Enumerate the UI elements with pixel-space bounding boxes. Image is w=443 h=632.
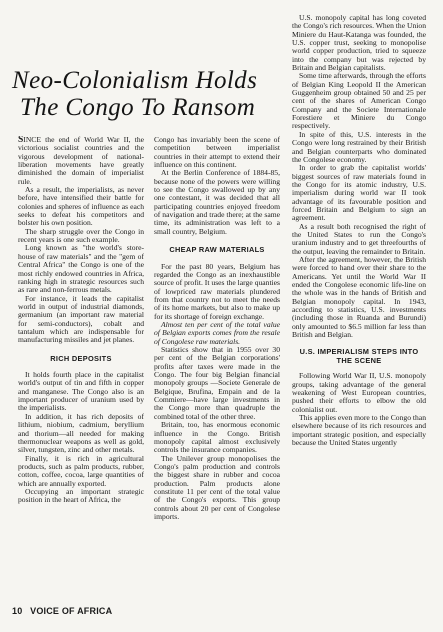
publication-name: VOICE OF AFRICA [30, 606, 113, 616]
paragraph: Long known as "the world's store-house of raw materials" and the "gem of Central Africa" the Congo is one of the most richly endowed countries in Africa, ranking high in strategic resources such as rare and non-ferrous metals. [18, 243, 144, 295]
paragraph: Some time afterwards, through the efforts of Belgian King Leopold II the American Guggenheim group obtained 50 and 25 per cent of the shares of American Congo Company and the Societe Internationale Forestiere et Miniere du Congo respectively. [292, 71, 426, 131]
column-1 [18, 136, 144, 576]
column-2 [154, 136, 280, 576]
title-line-2: The Congo To Ransom [20, 94, 256, 121]
paragraph: Statistics show that in 1955 over 30 per cent of the Belgian corporations' profits after taxes were made in the Congo. The four big Belgian financial monopoly groups —Societe Generale de Belgique, Brufina, Empain and de la Commiere—have large investments in the Congo more than quadruple the combined total of the other three. [154, 345, 280, 421]
section-heading: U.S. IMPERIALISM STEPS INTO THE SCENE [299, 347, 419, 365]
paragraph: Following World War II, U.S. monopoly groups, taking advantage of the general weakening of West European countries, pushed their efforts to elbow the old colonialist out. [292, 371, 426, 414]
paragraph: It holds fourth place in the capitalist world's output of tin and fifth in copper and manganese. The Congo also is an important producer of uranium used by the imperialists. [18, 370, 144, 413]
paragraph: The Unilever group monopolises the Congo's palm production and controls the biggest share in rubber and cocoa production. Palm products alone constitute 11 per cent of the total value of the Congo's exports. This group controls about 20 per cent of Congolese imports. [154, 453, 280, 521]
section-heading: CHEAP RAW MATERIALS [169, 245, 265, 255]
column-3 [292, 14, 426, 614]
page-footer [12, 606, 112, 616]
paragraph: For instance, it leads the capitalist world in output of industrial diamonds, germanium (an important raw material for semi-conductors), cobalt and tantalum which are indispensable for manufacturing missiles and jet planes. [18, 293, 144, 345]
paragraph: As a result both recognised the right of the United States to run the Congo's uranium industry and to get threefourths of the output, leaving the remainder to Britain. [292, 221, 426, 256]
title-line-1: Neo-Colonialism Holds [12, 67, 258, 94]
paragraph: This applies even more to the Congo than elsewhere because of its rich resources and important strategic position, and especially because the United States urgently [292, 413, 426, 448]
paragraph: After the agreement, however, the British were forced to hand over their share to the Americans. Yet until the World War II ended the Congolese economic life-line on the whole was in the hands of British and Belgian monopoly capital. In 1943, according to statistics, U.S. investments (including those in Ruanda and Burundi) only amounted to $6.5 million far less than British and Belgian. [292, 254, 426, 340]
paragraph: Finally, it is rich in agricultural products, such as palm products, rubber, cotton, coffee, cocoa, large quantities of which are annually exported. [18, 453, 144, 488]
paragraph: Almost ten per cent of the total value of Belgian exports comes from the resale of Congolese raw materials. [154, 320, 280, 346]
paragraph: U.S. monopoly capital has long coveted the Congo's rich resources. When the Union Miniere du Haut-Katanga was founded, the U.S. copper trust, seeking to monopolise world copper production, tried to squeeze into the company but was rejected by Britain and Belgian capitalists. [292, 14, 426, 73]
paragraph: In addition, it has rich deposits of lithium, niobium, cadmium, beryllium and thorium—all needed for making thermonuclear weapons as well as gold, silver, tungsten, zinc and other metals. [18, 411, 144, 455]
paragraph: The sharp struggle over the Congo in recent years is one such example. [18, 226, 144, 245]
paragraph: Occupying an important strategic position in the heart of Africa, the [18, 486, 144, 505]
paragraph: Britain, too, has enormous economic influence in the Congo. British monopoly capital almost exclusively controls the insurance companies. [154, 420, 280, 455]
paragraph: As a result, the imperialists, as never before, have intensified their battle for colonies and spheres of influence as each seeks to defeat his competitors and bolster his own position. [18, 185, 144, 228]
paragraph: SINCE the end of World War II, the victorious socialist countries and the vigorous development of national-liberation movements have greatly diminished the domain of imperialist rule. [18, 136, 144, 186]
article-title [12, 68, 282, 120]
page-number: 10 [12, 606, 23, 616]
paragraph: In order to grab the capitalist worlds' biggest sources of raw materials found in the Congo for its atomic industry, U.S. imperialism during world war II took advantage of its favourable position and forced Britain and Belgium to sign an agreement. [292, 163, 426, 223]
section-heading: RICH DEPOSITS [50, 353, 112, 363]
paragraph: At the Berlin Conference of 1884-85, because none of the powers were willing to see the Congo swallowed up by any one contestant, it was decided that all participating countries enjoyed freedom of navigation and trade there; at the same time, its administration was left to a small country, Belgium. [154, 168, 280, 236]
paragraph: For the past 80 years, Belgium has regarded the Congo as an inexhaustible source of profit. It uses the large quanties of lowpriced raw materials plundered from that country not to meet the needs of its home markets, but also to make up for its shortage of foreign exchange. [154, 261, 280, 321]
paragraph: Congo has invariably been the scene of competition between imperialist countries in their attempt to extend their influence on this continent. [154, 136, 280, 170]
paragraph: In spite of this, U.S. interests in the Congo were long restrained by their British and Belgian counterparts who dominated the Congolese economy. [292, 129, 426, 164]
